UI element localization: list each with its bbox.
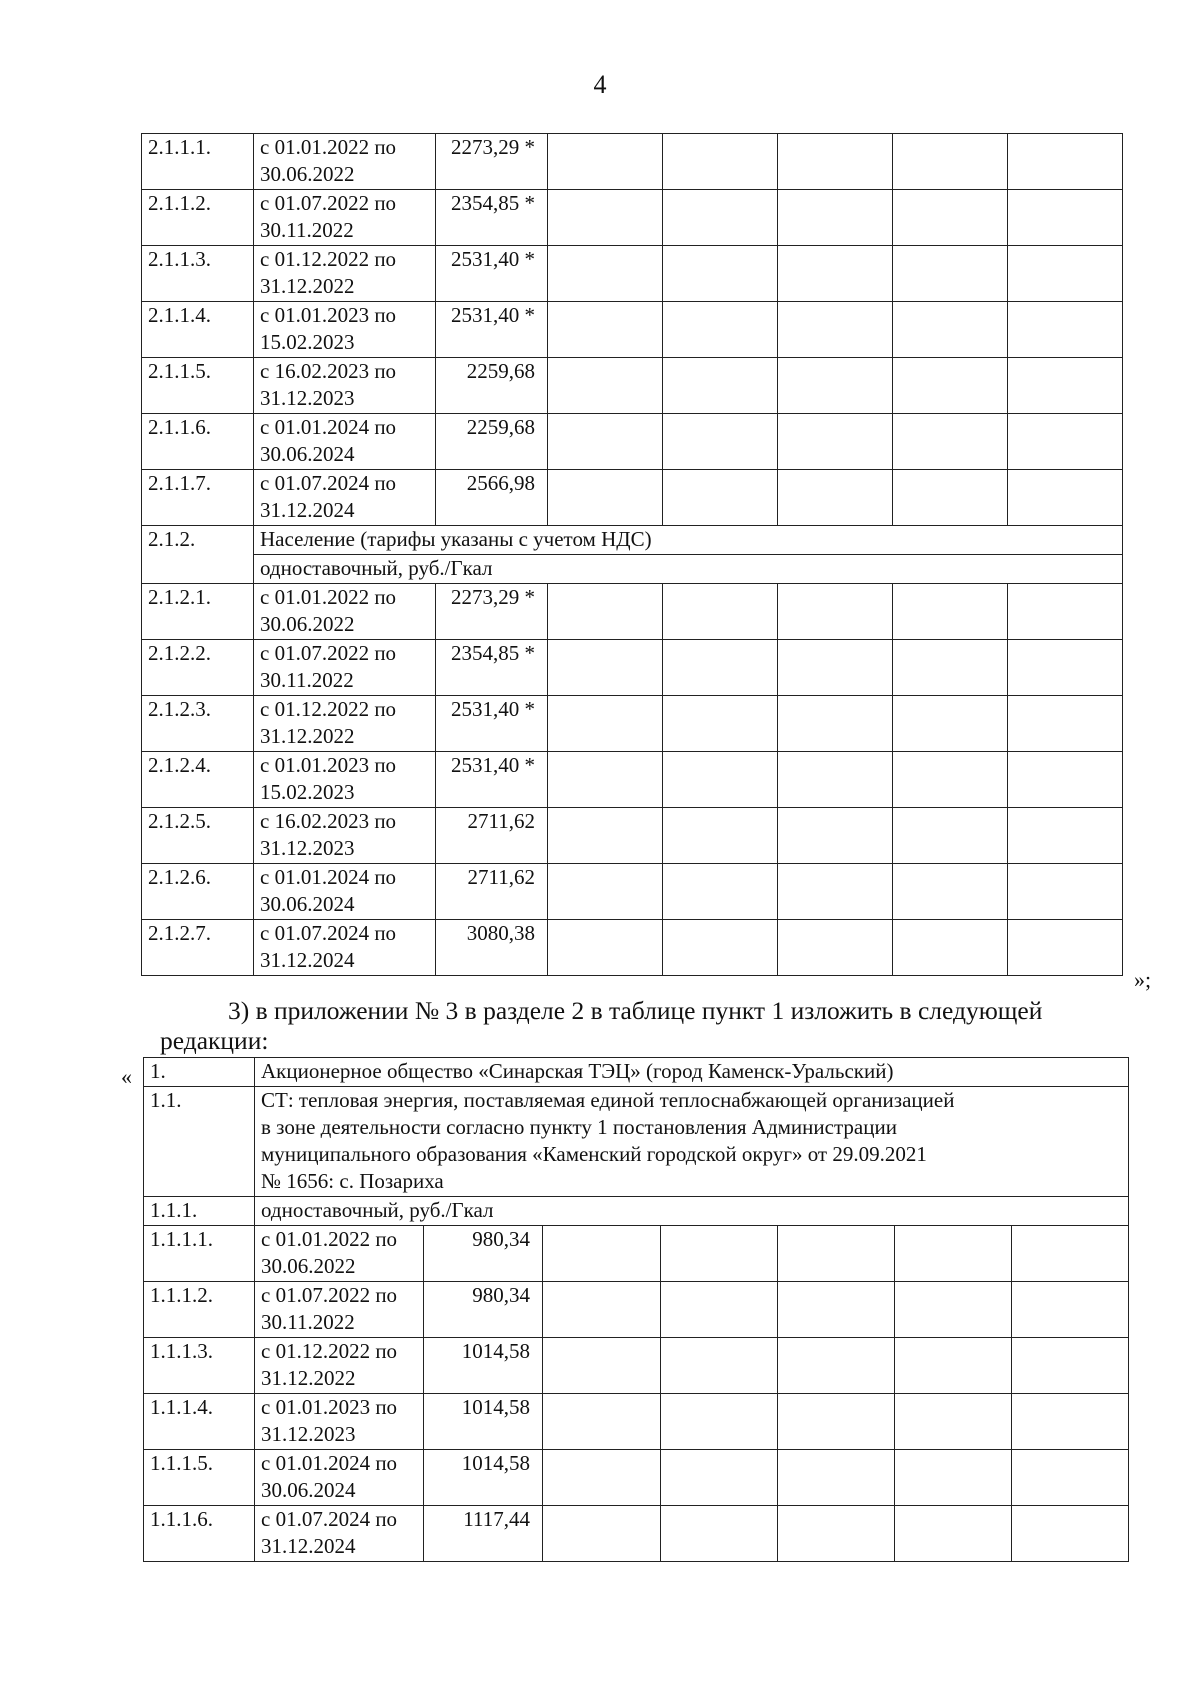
- empty-cell: [778, 1394, 895, 1450]
- empty-cell: [543, 1282, 661, 1338]
- empty-cell: [893, 470, 1008, 526]
- period-line: 31.12.2022: [260, 274, 355, 298]
- empty-cell: [893, 302, 1008, 358]
- empty-cell: [893, 246, 1008, 302]
- empty-cell: [778, 1226, 895, 1282]
- empty-cell: [1008, 808, 1123, 864]
- row-code: 2.1.1.3.: [142, 246, 254, 302]
- item-line: № 1656: с. Позариха: [261, 1169, 444, 1193]
- item-description: [255, 1087, 1129, 1197]
- empty-cell: [778, 190, 893, 246]
- table-row: [144, 1506, 1129, 1562]
- table-row: [142, 190, 1123, 246]
- table-row: [144, 1450, 1129, 1506]
- row-code: 1.1.1.5.: [144, 1450, 255, 1506]
- row-code: 1.1.1.4.: [144, 1394, 255, 1450]
- empty-cell: [1012, 1506, 1129, 1562]
- empty-cell: [1008, 302, 1123, 358]
- row-value: 2531,40 *: [436, 302, 548, 358]
- table-row: [142, 302, 1123, 358]
- empty-cell: [663, 808, 778, 864]
- row-code: 2.1.2.3.: [142, 696, 254, 752]
- row-code: 2.1.1.5.: [142, 358, 254, 414]
- row-code: 2.1.2.1.: [142, 584, 254, 640]
- empty-cell: [1008, 640, 1123, 696]
- row-code: 2.1.1.4.: [142, 302, 254, 358]
- empty-cell: [543, 1338, 661, 1394]
- period-line: 31.12.2024: [260, 498, 355, 522]
- empty-cell: [895, 1394, 1012, 1450]
- empty-cell: [548, 808, 663, 864]
- row-period: [254, 470, 436, 526]
- period-line: 31.12.2023: [260, 836, 355, 860]
- empty-cell: [661, 1450, 778, 1506]
- empty-cell: [1008, 470, 1123, 526]
- period-line: с 01.01.2023 по: [260, 303, 397, 327]
- empty-cell: [893, 696, 1008, 752]
- tariff-table-population: [141, 133, 1123, 976]
- period-line: 30.06.2024: [261, 1478, 356, 1502]
- item-line: в зоне деятельности согласно пункту 1 постановления Администрации: [261, 1115, 897, 1139]
- period-line: с 01.01.2024 по: [260, 415, 397, 439]
- closing-quote: »;: [1134, 967, 1152, 992]
- row-period: [254, 752, 436, 808]
- table-row: [144, 1338, 1129, 1394]
- section-title: Население (тарифы указаны с учетом НДС): [254, 526, 1123, 555]
- row-code: 2.1.1.6.: [142, 414, 254, 470]
- empty-cell: [548, 134, 663, 190]
- empty-cell: [778, 752, 893, 808]
- row-value: 1014,58: [424, 1450, 543, 1506]
- instruction-line-2: редакции:: [160, 1026, 269, 1055]
- empty-cell: [663, 358, 778, 414]
- empty-cell: [663, 470, 778, 526]
- empty-cell: [1008, 696, 1123, 752]
- period-line: 30.11.2022: [260, 218, 354, 242]
- period-line: с 01.01.2022 по: [260, 585, 397, 609]
- empty-cell: [778, 864, 893, 920]
- table-row: [142, 696, 1123, 752]
- item-code: 1.1.: [144, 1087, 255, 1197]
- row-period: [255, 1226, 424, 1282]
- empty-cell: [663, 864, 778, 920]
- empty-cell: [663, 302, 778, 358]
- table-row: [142, 414, 1123, 470]
- table-row: [142, 864, 1123, 920]
- row-period: [254, 920, 436, 976]
- period-line: с 01.01.2023 по: [261, 1395, 398, 1419]
- period-line: с 16.02.2023 по: [260, 359, 397, 383]
- period-line: 31.12.2024: [261, 1534, 356, 1558]
- instruction-paragraph: [160, 996, 1170, 1056]
- row-value: 2531,40 *: [436, 696, 548, 752]
- empty-cell: [663, 752, 778, 808]
- empty-cell: [1012, 1226, 1129, 1282]
- period-line: 31.12.2022: [260, 724, 355, 748]
- table-row: [142, 584, 1123, 640]
- empty-cell: [661, 1506, 778, 1562]
- empty-cell: [548, 358, 663, 414]
- period-line: 30.06.2024: [260, 442, 355, 466]
- row-period: [255, 1450, 424, 1506]
- row-value: 2711,62: [436, 808, 548, 864]
- empty-cell: [1012, 1394, 1129, 1450]
- period-line: 30.06.2024: [260, 892, 355, 916]
- empty-cell: [1012, 1338, 1129, 1394]
- row-value: 3080,38: [436, 920, 548, 976]
- empty-cell: [893, 134, 1008, 190]
- period-line: с 01.01.2022 по: [260, 135, 397, 159]
- row-value: 2531,40 *: [436, 752, 548, 808]
- item-line: муниципального образования «Каменский городской округ» от 29.09.2021: [261, 1142, 927, 1166]
- period-line: 15.02.2023: [260, 780, 355, 804]
- period-line: 31.12.2023: [260, 386, 355, 410]
- empty-cell: [1008, 414, 1123, 470]
- empty-cell: [778, 640, 893, 696]
- empty-cell: [778, 1282, 895, 1338]
- empty-cell: [663, 640, 778, 696]
- empty-cell: [1008, 584, 1123, 640]
- section-subtitle-row: [142, 555, 1123, 584]
- empty-cell: [661, 1394, 778, 1450]
- row-value: 980,34: [424, 1282, 543, 1338]
- row-code: 2.1.2.4.: [142, 752, 254, 808]
- table-row: [142, 640, 1123, 696]
- empty-cell: [543, 1226, 661, 1282]
- tariff-rows-group-2: [142, 584, 1123, 976]
- empty-cell: [778, 696, 893, 752]
- empty-cell: [548, 640, 663, 696]
- empty-cell: [893, 808, 1008, 864]
- empty-cell: [893, 920, 1008, 976]
- empty-cell: [1008, 864, 1123, 920]
- empty-cell: [778, 134, 893, 190]
- row-period: [254, 696, 436, 752]
- empty-cell: [663, 696, 778, 752]
- period-line: с 01.12.2022 по: [261, 1339, 398, 1363]
- empty-cell: [543, 1394, 661, 1450]
- row-code: 2.1.1.7.: [142, 470, 254, 526]
- row-value: 1014,58: [424, 1338, 543, 1394]
- tariff-table-sinarskaya: [143, 1057, 1129, 1562]
- item-row: [144, 1087, 1129, 1197]
- period-line: 31.12.2022: [261, 1366, 356, 1390]
- empty-cell: [778, 1338, 895, 1394]
- table-row: [142, 808, 1123, 864]
- row-value: 2566,98: [436, 470, 548, 526]
- table-row: [142, 246, 1123, 302]
- empty-cell: [895, 1506, 1012, 1562]
- empty-cell: [778, 920, 893, 976]
- empty-cell: [893, 190, 1008, 246]
- period-line: 30.11.2022: [261, 1310, 355, 1334]
- empty-cell: [1008, 752, 1123, 808]
- period-line: 30.06.2022: [260, 162, 355, 186]
- row-period: [254, 584, 436, 640]
- row-code: 2.1.2.7.: [142, 920, 254, 976]
- subsection-row: [144, 1197, 1129, 1226]
- row-value: 2259,68: [436, 414, 548, 470]
- empty-cell: [893, 640, 1008, 696]
- empty-cell: [548, 864, 663, 920]
- opening-quote: «: [121, 1064, 132, 1089]
- empty-cell: [661, 1338, 778, 1394]
- empty-cell: [778, 1506, 895, 1562]
- row-code: 1.1.1.1.: [144, 1226, 255, 1282]
- empty-cell: [893, 752, 1008, 808]
- period-line: 30.11.2022: [260, 668, 354, 692]
- empty-cell: [548, 414, 663, 470]
- row-period: [254, 864, 436, 920]
- empty-cell: [548, 920, 663, 976]
- row-value: 2711,62: [436, 864, 548, 920]
- empty-cell: [548, 246, 663, 302]
- empty-cell: [893, 584, 1008, 640]
- period-line: 30.06.2022: [260, 612, 355, 636]
- empty-cell: [1008, 246, 1123, 302]
- item-line: СТ: тепловая энергия, поставляемая единой теплоснабжающей организацией: [261, 1088, 955, 1112]
- empty-cell: [778, 470, 893, 526]
- empty-cell: [778, 808, 893, 864]
- empty-cell: [895, 1338, 1012, 1394]
- instruction-line-1: 3) в приложении № 3 в разделе 2 в таблице пункт 1 изложить в следующей: [228, 996, 1043, 1025]
- empty-cell: [548, 470, 663, 526]
- row-value: 2273,29 *: [436, 584, 548, 640]
- empty-cell: [543, 1450, 661, 1506]
- period-line: 31.12.2023: [261, 1422, 356, 1446]
- empty-cell: [548, 302, 663, 358]
- org-code: 1.: [144, 1058, 255, 1087]
- row-code: 2.1.2.6.: [142, 864, 254, 920]
- table-row: [144, 1282, 1129, 1338]
- empty-cell: [895, 1450, 1012, 1506]
- row-period: [255, 1338, 424, 1394]
- empty-cell: [893, 864, 1008, 920]
- period-line: 15.02.2023: [260, 330, 355, 354]
- row-period: [254, 246, 436, 302]
- empty-cell: [893, 358, 1008, 414]
- row-period: [254, 640, 436, 696]
- empty-cell: [663, 920, 778, 976]
- empty-cell: [1012, 1282, 1129, 1338]
- empty-cell: [1008, 358, 1123, 414]
- period-line: с 01.12.2022 по: [260, 697, 397, 721]
- table-row: [142, 358, 1123, 414]
- section-population: [142, 526, 1123, 584]
- empty-cell: [548, 696, 663, 752]
- period-line: 31.12.2024: [260, 948, 355, 972]
- tariff-rows-group-3: [144, 1226, 1129, 1562]
- period-line: с 01.07.2024 по: [260, 471, 397, 495]
- table-row: [142, 920, 1123, 976]
- row-period: [255, 1282, 424, 1338]
- row-period: [254, 414, 436, 470]
- row-code: 2.1.1.2.: [142, 190, 254, 246]
- row-period: [255, 1506, 424, 1562]
- row-value: 2354,85 *: [436, 640, 548, 696]
- empty-cell: [663, 190, 778, 246]
- row-code: 2.1.1.1.: [142, 134, 254, 190]
- row-code: 1.1.1.2.: [144, 1282, 255, 1338]
- empty-cell: [543, 1506, 661, 1562]
- section-code: 2.1.2.: [142, 526, 254, 584]
- row-period: [254, 358, 436, 414]
- period-line: с 01.07.2024 по: [260, 921, 397, 945]
- empty-cell: [663, 134, 778, 190]
- row-value: 2273,29 *: [436, 134, 548, 190]
- empty-cell: [1012, 1450, 1129, 1506]
- row-value: 1014,58: [424, 1394, 543, 1450]
- subsection-code: 1.1.1.: [144, 1197, 255, 1226]
- row-period: [254, 808, 436, 864]
- row-value: 2531,40 *: [436, 246, 548, 302]
- row-period: [255, 1394, 424, 1450]
- empty-cell: [778, 246, 893, 302]
- empty-cell: [548, 190, 663, 246]
- period-line: с 01.07.2022 по: [261, 1283, 398, 1307]
- period-line: с 16.02.2023 по: [260, 809, 397, 833]
- row-period: [254, 302, 436, 358]
- empty-cell: [778, 414, 893, 470]
- period-line: 30.06.2022: [261, 1254, 356, 1278]
- empty-cell: [778, 358, 893, 414]
- period-line: с 01.01.2024 по: [260, 865, 397, 889]
- period-line: с 01.12.2022 по: [260, 247, 397, 271]
- empty-cell: [661, 1226, 778, 1282]
- empty-cell: [663, 246, 778, 302]
- org-header-row: [144, 1058, 1129, 1087]
- row-period: [254, 134, 436, 190]
- section-subtitle: одноставочный, руб./Гкал: [254, 555, 1123, 584]
- table-row: [142, 134, 1123, 190]
- empty-cell: [778, 1450, 895, 1506]
- org-header: [144, 1058, 1129, 1226]
- empty-cell: [778, 584, 893, 640]
- tariff-rows-group-1: [142, 134, 1123, 526]
- org-title: Акционерное общество «Синарская ТЭЦ» (город Каменск-Уральский): [255, 1058, 1129, 1087]
- period-line: с 01.01.2023 по: [260, 753, 397, 777]
- empty-cell: [548, 752, 663, 808]
- empty-cell: [895, 1282, 1012, 1338]
- period-line: с 01.07.2024 по: [261, 1507, 398, 1531]
- period-line: с 01.07.2022 по: [260, 641, 397, 665]
- empty-cell: [778, 302, 893, 358]
- section-row: [142, 526, 1123, 555]
- subsection-title: одноставочный, руб./Гкал: [255, 1197, 1129, 1226]
- table-row: [142, 752, 1123, 808]
- row-value: 2354,85 *: [436, 190, 548, 246]
- empty-cell: [663, 414, 778, 470]
- period-line: с 01.01.2022 по: [261, 1227, 398, 1251]
- row-code: 2.1.2.5.: [142, 808, 254, 864]
- row-code: 1.1.1.6.: [144, 1506, 255, 1562]
- table-row: [142, 470, 1123, 526]
- empty-cell: [548, 584, 663, 640]
- row-period: [254, 190, 436, 246]
- empty-cell: [661, 1282, 778, 1338]
- page-number: 4: [593, 70, 607, 99]
- table-row: [144, 1226, 1129, 1282]
- row-value: 2259,68: [436, 358, 548, 414]
- period-line: с 01.07.2022 по: [260, 191, 397, 215]
- empty-cell: [1008, 190, 1123, 246]
- empty-cell: [893, 414, 1008, 470]
- empty-cell: [895, 1226, 1012, 1282]
- period-line: с 01.01.2024 по: [261, 1451, 398, 1475]
- table-row: [144, 1394, 1129, 1450]
- empty-cell: [663, 584, 778, 640]
- row-value: 1117,44: [424, 1506, 543, 1562]
- row-value: 980,34: [424, 1226, 543, 1282]
- empty-cell: [1008, 134, 1123, 190]
- row-code: 2.1.2.2.: [142, 640, 254, 696]
- empty-cell: [1008, 920, 1123, 976]
- row-code: 1.1.1.3.: [144, 1338, 255, 1394]
